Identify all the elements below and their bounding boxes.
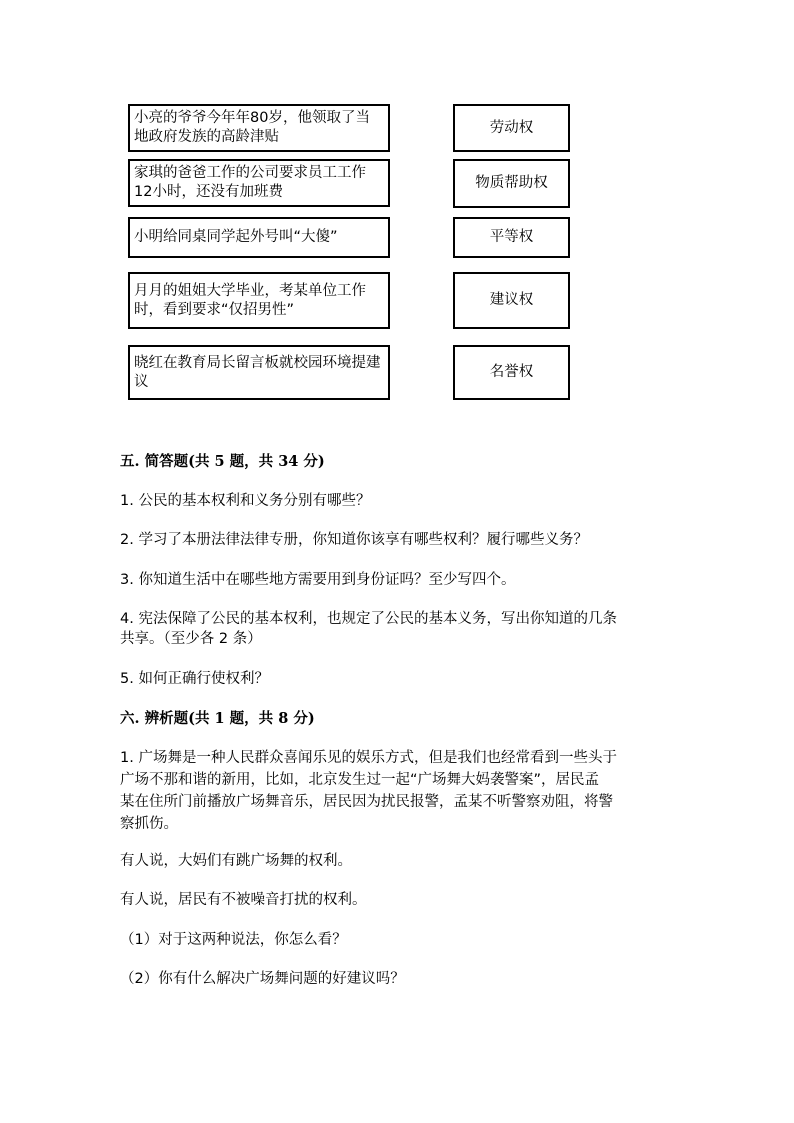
match-right-text: 物质帮助权 bbox=[475, 175, 548, 191]
match-right-item-4 bbox=[453, 272, 570, 329]
match-left-text: 晓红在教育局长留言板就校园环境提建议 bbox=[134, 354, 381, 390]
section-6-view-2: 有人说，居民有不被噪音打扰的权利。 bbox=[120, 892, 367, 908]
match-right-item-5 bbox=[453, 345, 570, 400]
match-left-text: 小明给同桌同学起外号叫“大傻” bbox=[134, 229, 338, 245]
match-left-text: 家琪的爸爸工作的公司要求员工工作12小时，还没有加班费 bbox=[134, 165, 366, 200]
section-5-question-1: 1. 公民的基本权利和义务分别有哪些？ bbox=[120, 493, 371, 509]
section-5-question-4-line-1: 4. 宪法保障了公民的基本权利，也规定了公民的基本义务，写出你知道的几条 bbox=[120, 611, 617, 627]
section-5-heading: 五. 简答题(共 5 题，共 34 分) bbox=[120, 453, 325, 470]
section-6-heading: 六. 辨析题(共 1 题，共 8 分) bbox=[120, 710, 315, 727]
match-right-item-1 bbox=[453, 104, 570, 152]
match-right-text: 名誉权 bbox=[489, 364, 534, 380]
section-5-question-2: 2. 学习了本册法律法律专册，你知道你该享有哪些权利？履行哪些义务？ bbox=[120, 532, 588, 548]
section-5-question-5: 5. 如何正确行使权利？ bbox=[120, 671, 269, 687]
match-right-item-2 bbox=[453, 159, 570, 208]
match-left-item-4 bbox=[128, 272, 390, 329]
section-6-question-1-line-1: 1. 广场舞是一种人民群众喜闻乐见的娱乐方式，但是我们也经常看到一些头于 bbox=[120, 750, 617, 766]
match-left-item-3 bbox=[128, 217, 390, 258]
section-6-question-1-line-2: 广场不那和谐的新用，比如，北京发生过一起“广场舞大妈袭警案”，居民孟 bbox=[120, 772, 600, 788]
section-6-view-1: 有人说，大妈们有跳广场舞的权利。 bbox=[120, 853, 352, 869]
section-6-question-1-line-4: 察抓伤。 bbox=[120, 816, 178, 832]
section-6-question-1-line-3: 某在住所门前播放广场舞音乐，居民因为扰民报警，孟某不听警察劝阻，将警 bbox=[120, 794, 613, 810]
match-right-text: 平等权 bbox=[489, 229, 534, 245]
match-left-item-5 bbox=[128, 345, 390, 400]
section-6-subquestion-2: （2）你有什么解决广场舞问题的好建议吗？ bbox=[120, 971, 405, 987]
section-5-question-3: 3. 你知道生活中在哪些地方需要用到身份证吗？至少写四个。 bbox=[120, 572, 516, 588]
section-6-subquestion-1: （1）对于这两种说法，你怎么看？ bbox=[120, 932, 347, 948]
match-left-item-2 bbox=[128, 159, 390, 207]
match-left-text: 小亮的爷爷今年年80岁，他领取了当地政府发族的高龄津贴 bbox=[134, 110, 370, 145]
section-5-question-4-line-2: 共享。（至少各 2 条） bbox=[120, 631, 262, 647]
match-left-item-1 bbox=[128, 104, 390, 152]
match-right-text: 劳动权 bbox=[489, 119, 534, 136]
match-left-text: 月月的姐姐大学毕业，考某单位工作时，看到要求“仅招男性” bbox=[134, 282, 366, 318]
match-right-text: 建议权 bbox=[489, 292, 534, 308]
match-right-item-3 bbox=[453, 217, 570, 258]
